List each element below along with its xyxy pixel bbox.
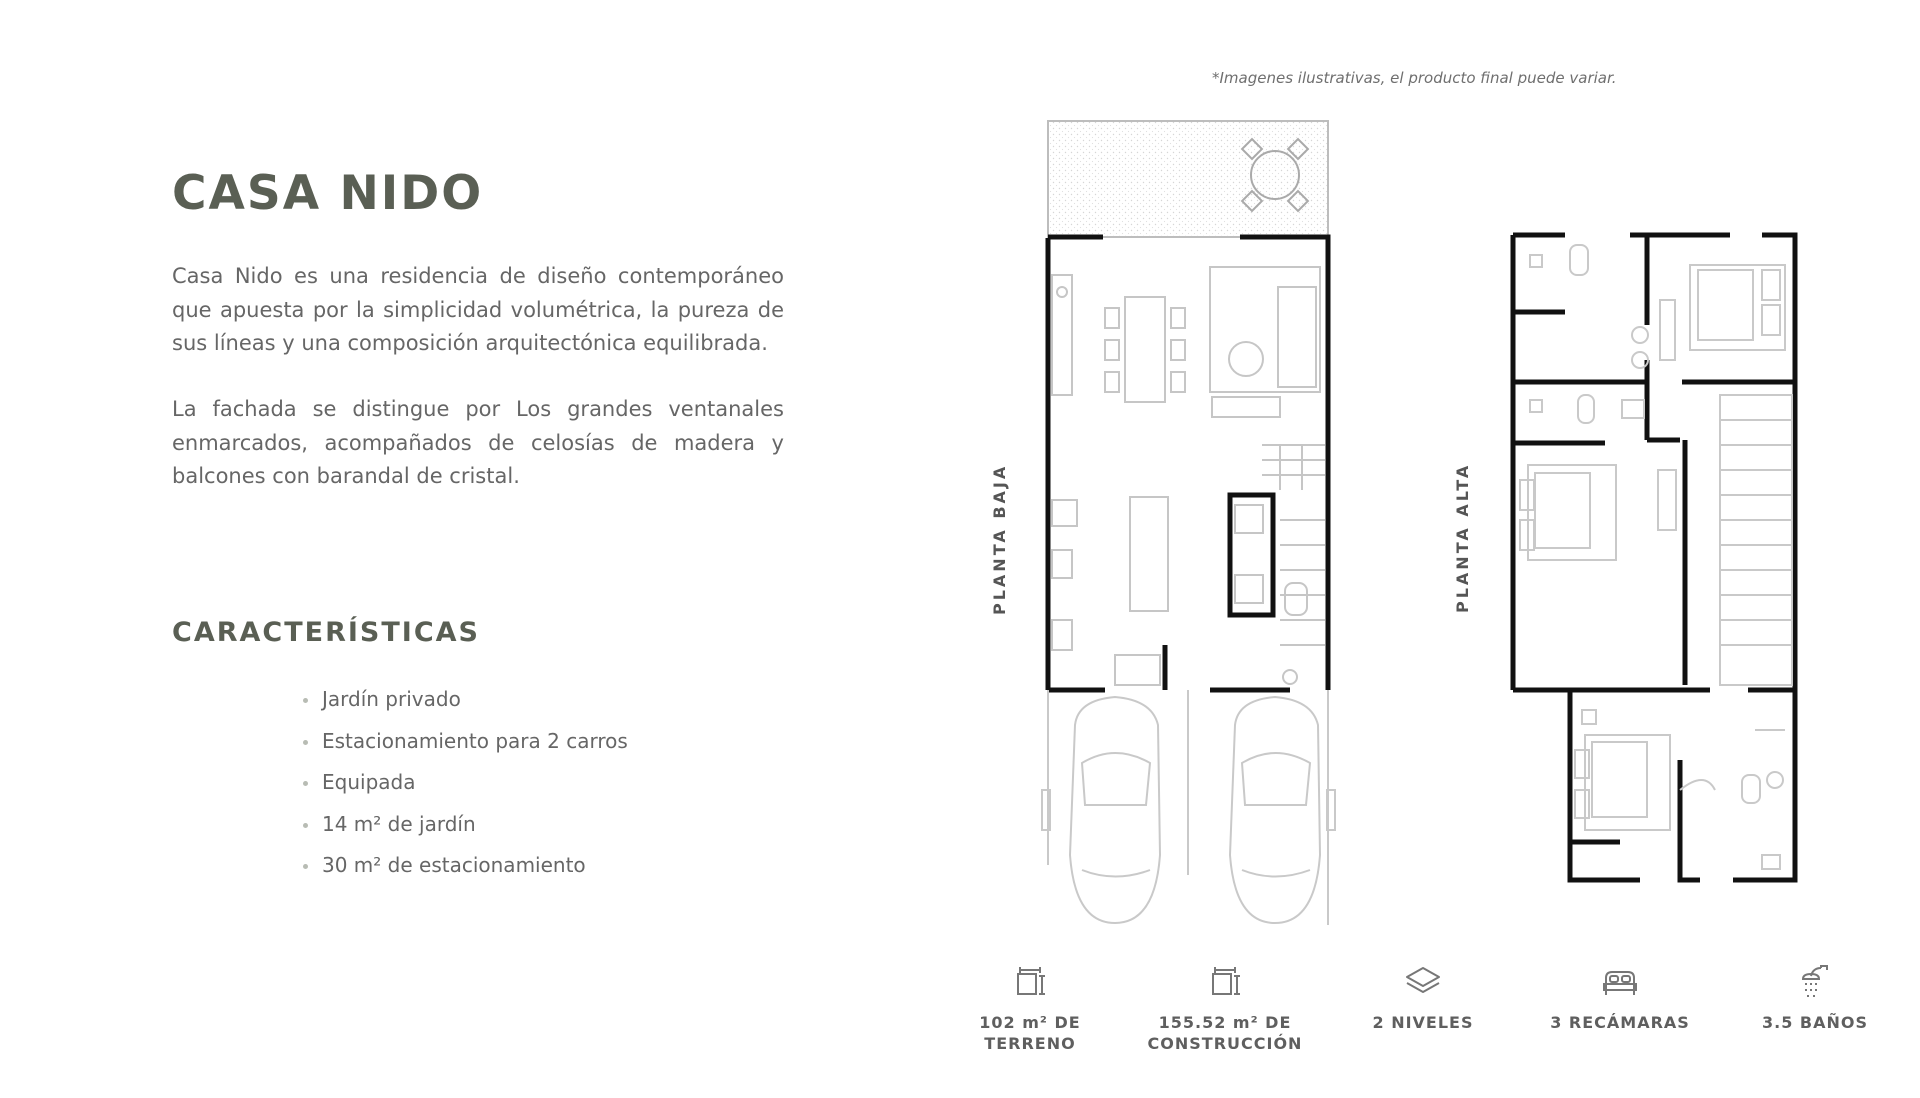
stat-levels xyxy=(1338,964,1508,1033)
features-list xyxy=(300,687,628,895)
stat-bedrooms-label: 3 RECÁMARAS xyxy=(1550,1013,1690,1032)
ground-floor-label: PLANTA BAJA xyxy=(990,463,1009,615)
ground-floor-furniture xyxy=(1052,267,1325,685)
stat-lot-area xyxy=(945,964,1115,1054)
page-title: CASA NIDO xyxy=(172,166,484,221)
feature-item: 30 m² de estacionamiento xyxy=(300,853,628,895)
shower-icon xyxy=(1795,964,1835,1000)
upper-floor-label: PLANTA ALTA xyxy=(1453,462,1472,613)
stat-levels-label: 2 NIVELES xyxy=(1372,1013,1474,1032)
garage-cars xyxy=(1042,690,1335,925)
feature-item: Estacionamiento para 2 carros xyxy=(300,729,628,771)
feature-item: Equipada xyxy=(300,770,628,812)
upper-floor-plan xyxy=(1510,230,1810,890)
upper-floor-furniture xyxy=(1520,245,1792,869)
layers-icon xyxy=(1403,964,1443,1000)
stat-construction-area xyxy=(1140,964,1310,1054)
stat-lot-area-label: 102 m² DE TERRENO xyxy=(979,1013,1081,1053)
ground-floor-plan xyxy=(1040,115,1340,935)
facade-paragraph: La fachada se distingue por Los grandes ventanales enmarcados, acompañados de celosías de madera y balcones con barandal de cristal. xyxy=(172,397,784,488)
description-paragraph: Casa Nido es una residencia de diseño contemporáneo que apuesta por la simplicidad volumétrica, la pureza de sus líneas y una composición arquitectónica equilibrada. xyxy=(172,264,784,355)
construction-area-icon xyxy=(1205,964,1245,1000)
stat-construction-area-label: 155.52 m² DE CONSTRUCCIÓN xyxy=(1147,1013,1303,1053)
stat-bathrooms xyxy=(1730,964,1900,1033)
ground-floor-walls xyxy=(1048,237,1328,690)
stat-bedrooms xyxy=(1535,964,1705,1033)
bed-icon xyxy=(1600,964,1640,1000)
disclaimer: *Imagenes ilustrativas, el producto final puede variar. xyxy=(1212,69,1617,87)
garden xyxy=(1048,121,1328,237)
lot-area-icon xyxy=(1010,964,1050,1000)
feature-item: 14 m² de jardín xyxy=(300,812,628,854)
stat-bathrooms-label: 3.5 BAÑOS xyxy=(1761,1013,1868,1032)
features-title: CARACTERÍSTICAS xyxy=(172,617,480,648)
feature-item: Jardín privado xyxy=(300,687,628,729)
